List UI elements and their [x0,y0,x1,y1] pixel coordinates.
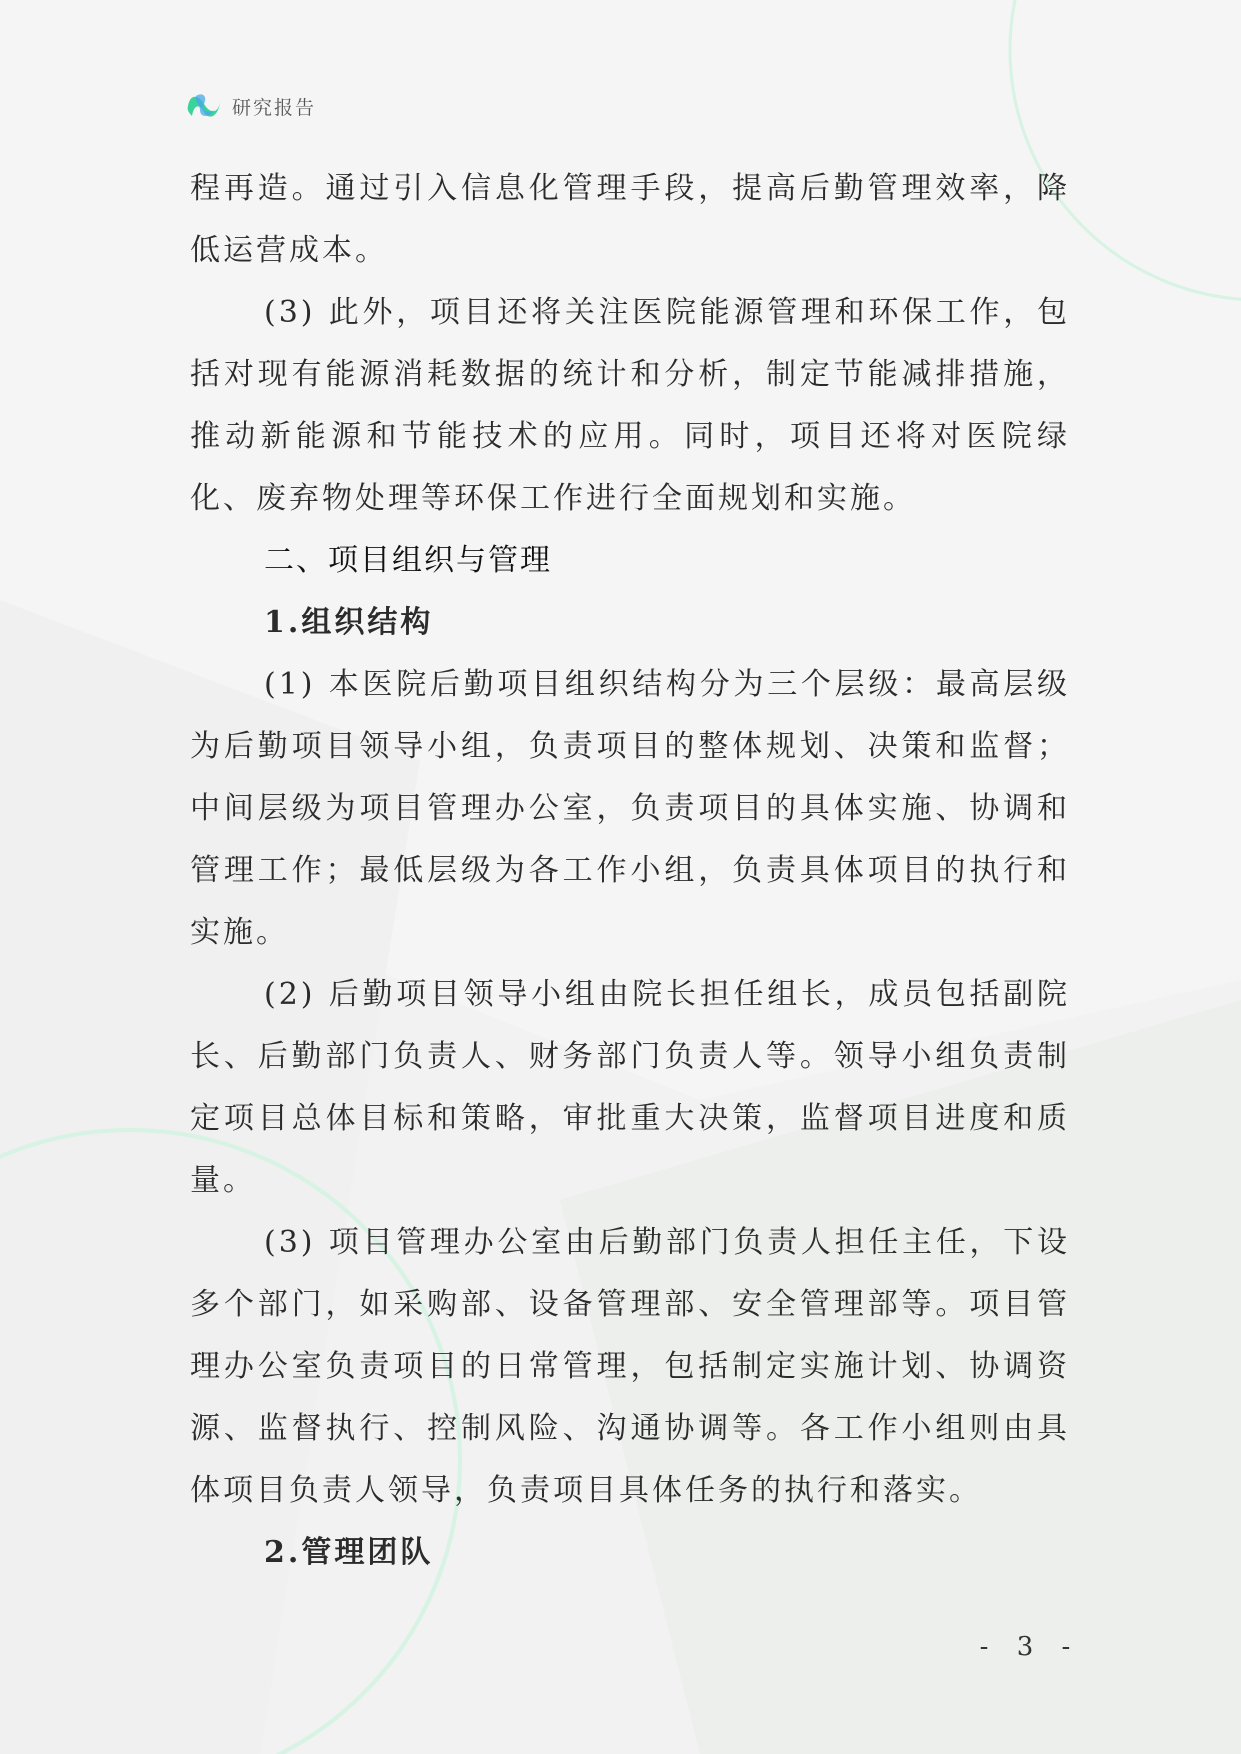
paragraph: 程再造。通过引入信息化管理手段，提高后勤管理效率，降低运营成本。 [190,171,1070,268]
paragraph: (3) 此外，项目还将关注医院能源管理和环保工作，包括对现有能源消耗数据的统计和分析，制定节能减排措施，推动新能源和节能技术的应用。同时，项目还将对医院绿化、废弃物处理等环保工作进行全面规划和实施。 [190,295,1070,516]
section-heading: 二、项目组织与管理 [264,543,552,578]
subsection-heading: 2.管理团队 [264,1535,434,1570]
page-header [186,88,316,124]
paragraph: (1) 本医院后勤项目组织结构分为三个层级：最高层级为后勤项目领导小组，负责项目的整体规划、决策和监督；中间层级为项目管理办公室，负责项目的具体实施、协调和管理工作；最低层级为各工作小组，负责具体项目的执行和实施。 [190,667,1070,950]
paragraph: (2) 后勤项目领导小组由院长担任组长，成员包括副院长、后勤部门负责人、财务部门负责人等。领导小组负责制定项目总体目标和策略，审批重大决策，监督项目进度和质量。 [190,977,1070,1198]
document-body [190,158,1070,1584]
subsection-heading: 1.组织结构 [264,605,434,640]
page-number: - 3 - [979,1632,1081,1662]
header-label: 研究报告 [232,96,317,119]
paragraph: (3) 项目管理办公室由后勤部门负责人担任主任，下设多个部门，如采购部、设备管理部、安全管理部等。项目管理办公室负责项目的日常管理，包括制定实施计划、协调资源、监督执行、控制风险、沟通协调等。各工作小组则由具体项目负责人领导，负责项目具体任务的执行和落实。 [190,1225,1070,1508]
report-logo-icon [186,90,222,122]
